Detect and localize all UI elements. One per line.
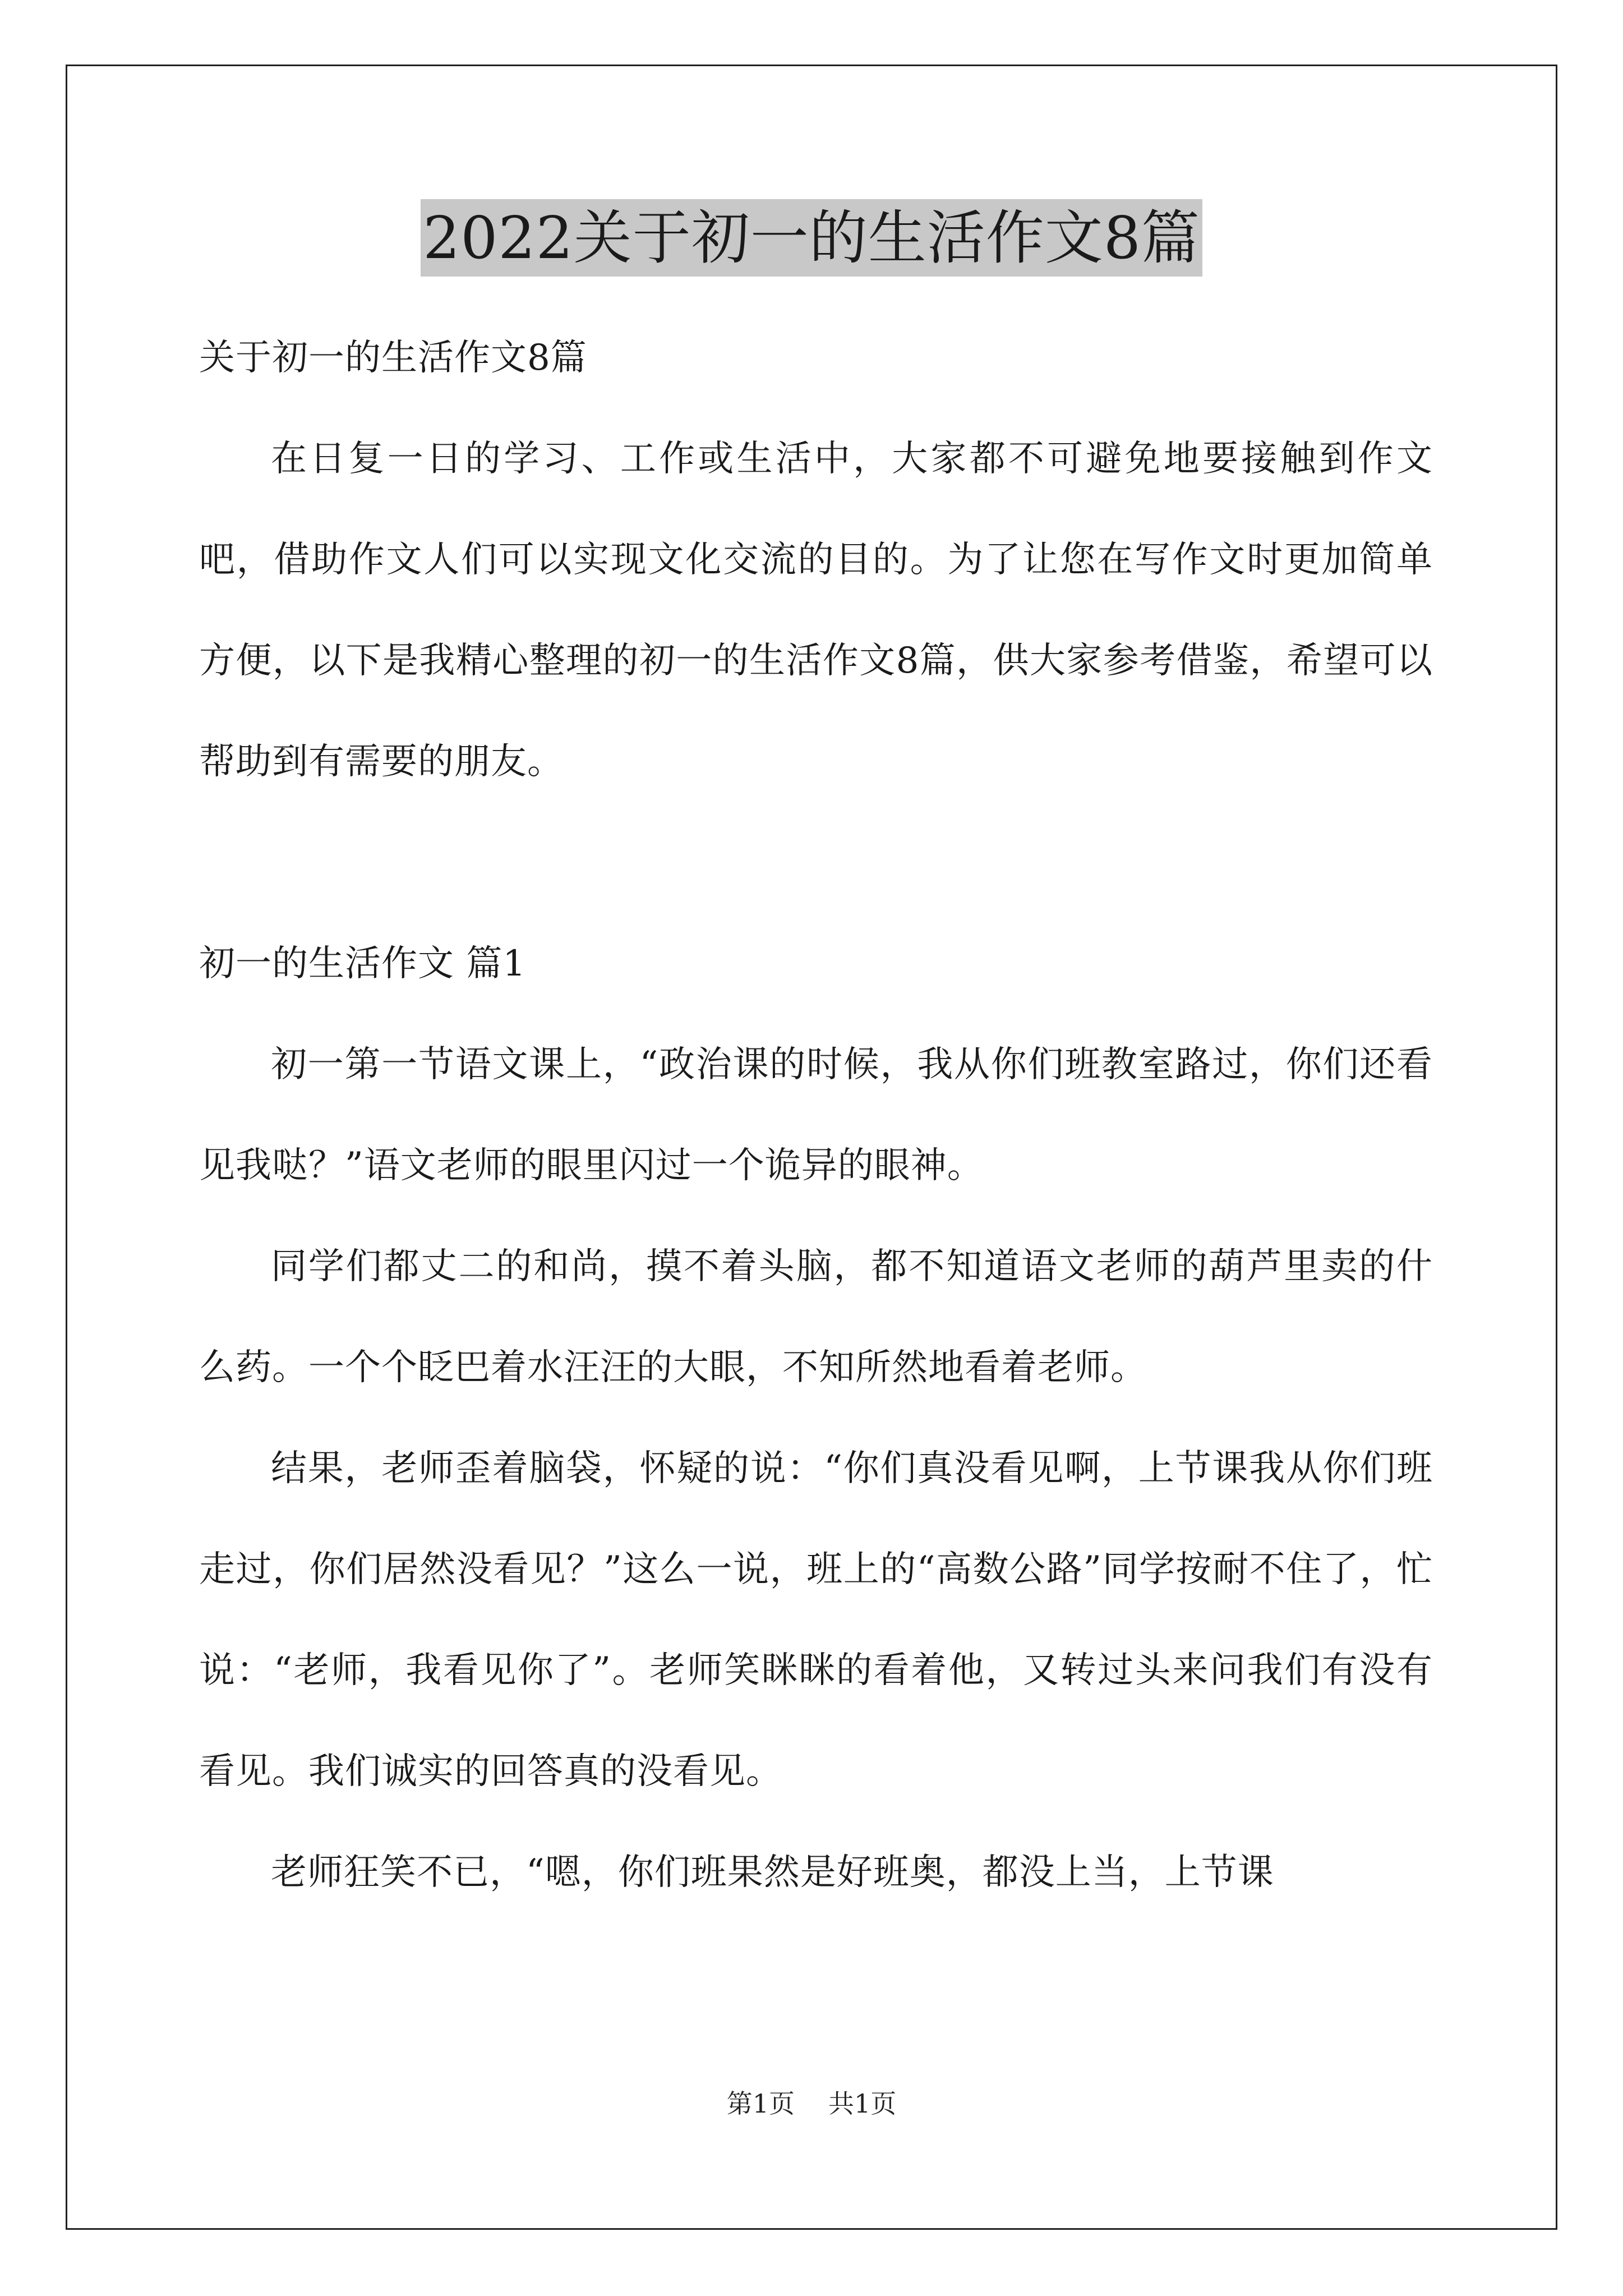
page-total: 共1页 xyxy=(828,2088,897,2119)
body-paragraph: 同学们都丈二的和尚，摸不着头脑，都不知道语文老师的葫芦里卖的什么药。一个个眨巴着水汪汪的大眼，不知所然地看着老师。 xyxy=(199,1246,1433,1388)
page-footer xyxy=(0,2087,1623,2120)
section-heading: 初一的生活作文 篇1 xyxy=(199,943,527,984)
page-number: 第1页 xyxy=(726,2088,795,2119)
document-subtitle: 关于初一的生活作文8篇 xyxy=(199,337,587,379)
document-body xyxy=(199,307,1433,1923)
body-paragraph: 初一第一节语文课上，“政治课的时候，我从你们班教室路过，你们还看见我哒？”语文老师的眼里闪过一个诡异的眼神。 xyxy=(199,1044,1433,1186)
body-paragraph: 老师狂笑不已，“嗯，你们班果然是好班奥，都没上当，上节课 xyxy=(271,1852,1274,1893)
document-title: 2022关于初一的生活作文8篇 xyxy=(421,199,1202,277)
title-wrap xyxy=(0,199,1623,277)
body-paragraph: 结果，老师歪着脑袋，怀疑的说：“你们真没看见啊，上节课我从你们班走过，你们居然没看见？”这么一说，班上的“高数公路”同学按耐不住了，忙说：“老师，我看见你了”。老师笑眯眯的看着他，又转过头来问我们有没有看见。我们诚实的回答真的没看见。 xyxy=(199,1448,1433,1792)
spacer xyxy=(199,812,1433,913)
intro-paragraph: 在日复一日的学习、工作或生活中，大家都不可避免地要接触到作文吧，借助作文人们可以实现文化交流的目的。为了让您在写作文时更加简单方便，以下是我精心整理的初一的生活作文8篇，供大家参考借鉴，希望可以帮助到有需要的朋友。 xyxy=(199,438,1433,783)
